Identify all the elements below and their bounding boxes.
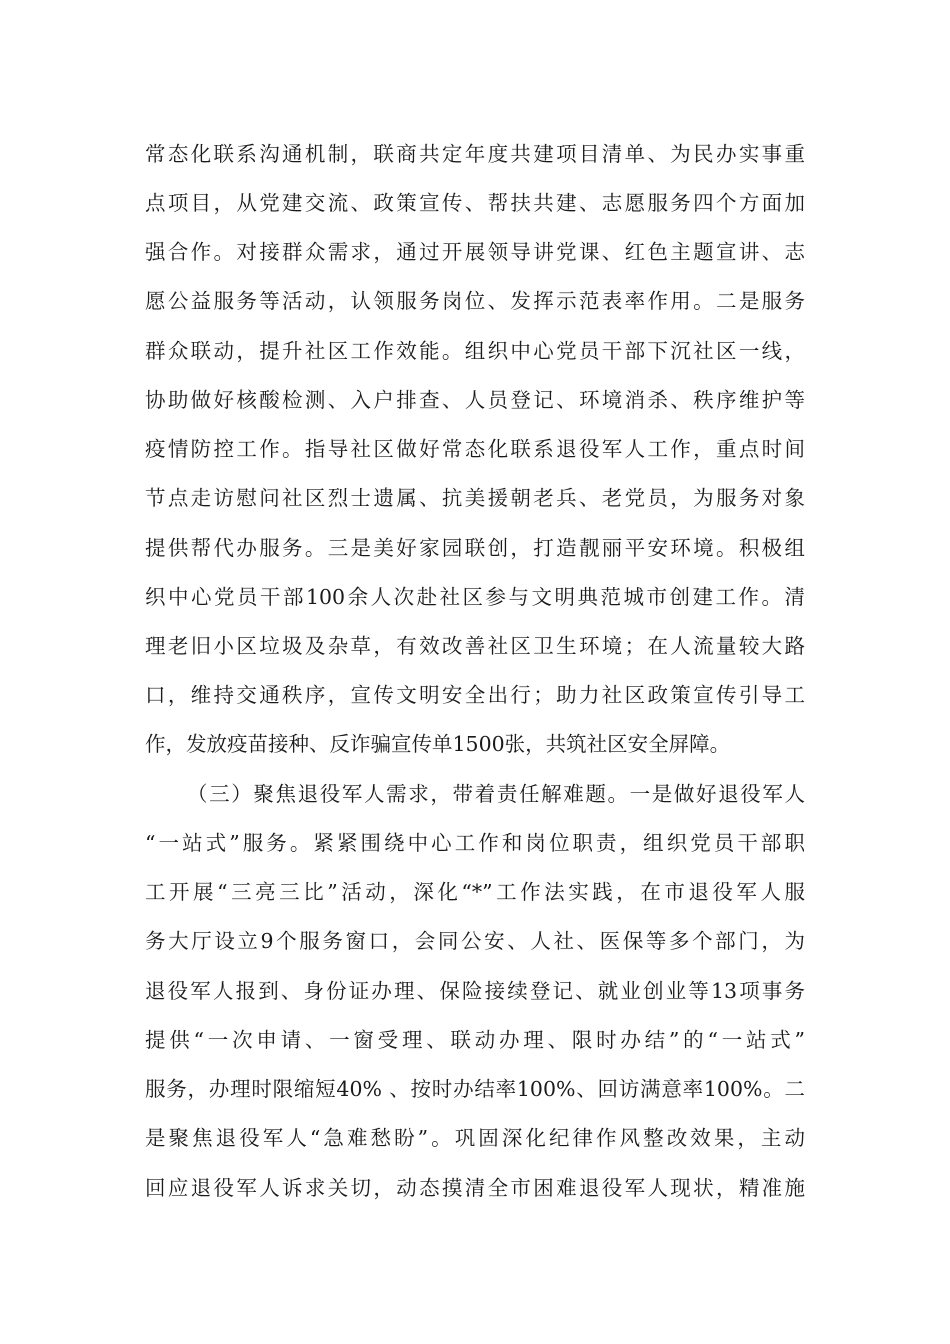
text-line: 协助做好核酸检测、入户排查、人员登记、环境消杀、秩序维护等: [145, 388, 805, 412]
text-line: 常态化联系沟通机制，联商共定年度共建项目清单、为民办实事重: [145, 142, 805, 166]
text-line: 点项目，从党建交流、政策宣传、帮扶共建、志愿服务四个方面加: [145, 191, 805, 215]
text-line: 理老旧小区垃圾及杂草，有效改善社区卫生环境；在人流量较大路: [145, 634, 805, 658]
text-line: 回应退役军人诉求关切，动态摸清全市困难退役军人现状，精准施: [145, 1176, 805, 1200]
text-line: 务大厅设立9个服务窗口，会同公安、人社、医保等多个部门，为: [145, 929, 805, 953]
text-line: 退役军人报到、身份证办理、保险接续登记、就业创业等13项事务: [145, 979, 805, 1003]
text-line: 群众联动，提升社区工作效能。组织中心党员干部下沉社区一线，: [145, 339, 805, 363]
text-line: 强合作。对接群众需求，通过开展领导讲党课、红色主题宣讲、志: [145, 240, 805, 264]
paragraph-heading-line: （三）聚焦退役军人需求，带着责任解难题。一是做好退役军人: [187, 782, 805, 806]
text-line: “一站式”服务。紧紧围绕中心工作和岗位职责，组织党员干部职: [145, 831, 805, 855]
text-line: 织中心党员干部100余人次赴社区参与文明典范城市创建工作。清: [145, 585, 805, 609]
text-line: 愿公益服务等活动，认领服务岗位、发挥示范表率作用。二是服务: [145, 289, 805, 313]
text-line: 工开展“三亮三比”活动，深化“*”工作法实践，在市退役军人服: [145, 880, 805, 904]
text-line: 提供“一次申请、一窗受理、联动办理、限时办结”的“一站式”: [145, 1028, 805, 1052]
text-line: 提供帮代办服务。三是美好家园联创，打造靓丽平安环境。积极组: [145, 536, 805, 560]
text-line: 疫情防控工作。指导社区做好常态化联系退役军人工作，重点时间: [145, 437, 805, 461]
text-line: 口，维持交通秩序，宣传文明安全出行；助力社区政策宣传引导工: [145, 683, 805, 707]
text-line: 是聚焦退役军人“急难愁盼”。巩固深化纪律作风整改效果，主动: [145, 1126, 805, 1150]
text-line: 服务，办理时限缩短40% 、按时办结率100%、回访满意率100%。二: [145, 1077, 805, 1101]
text-line: 节点走访慰问社区烈士遗属、抗美援朝老兵、老党员，为服务对象: [145, 486, 805, 510]
text-line: 作，发放疫苗接种、反诈骗宣传单1500张，共筑社区安全屏障。: [145, 732, 731, 756]
